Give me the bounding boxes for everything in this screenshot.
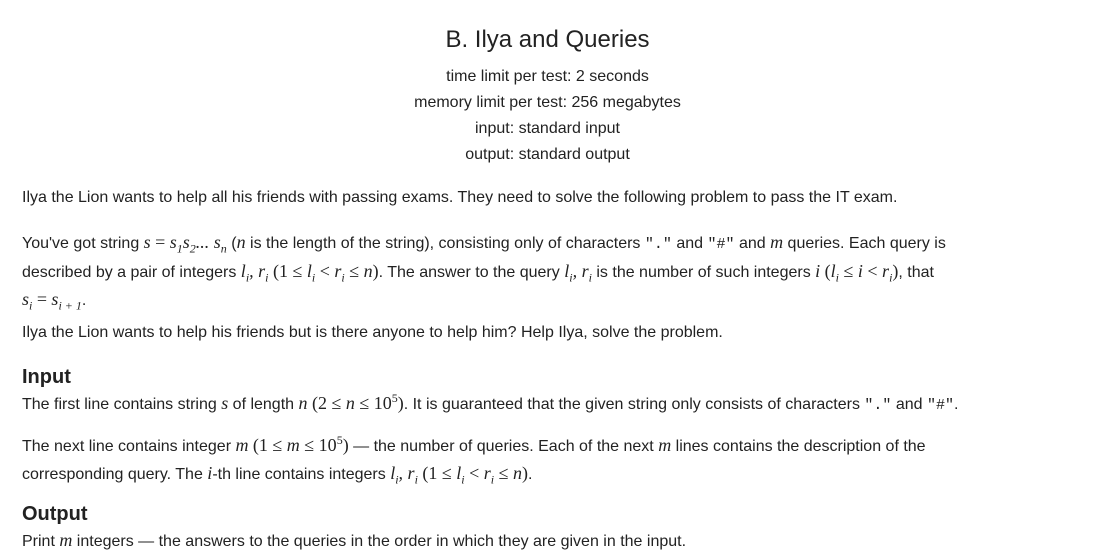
formula: $(2 \le n \le 10^5)$ — [311, 391, 404, 413]
text-span: . — [528, 466, 533, 483]
text-span: and — [891, 396, 928, 413]
input-section-title: Input — [22, 366, 71, 388]
text-span: lines contains the description of the — [671, 438, 926, 455]
problem-header — [0, 0, 1095, 168]
text-span: integers — the answers to the queries in the order in which they are given in the input. — [72, 533, 687, 550]
paragraph-text: Ilya the Lion wants to help all his friends with passing exams. They need to solve the following problem to pass the IT exam. — [22, 189, 898, 206]
formula: m — [235, 435, 249, 455]
text-span: described by a pair of integers — [22, 264, 241, 281]
statement-paragraph-2 — [22, 229, 1075, 314]
input-line-3 — [22, 460, 1075, 488]
text-span: and — [671, 235, 708, 252]
formula: i — [815, 261, 821, 281]
formula: $l_i$, $r_i$ — [390, 463, 418, 487]
formula: m — [770, 232, 784, 252]
text-span: Print — [22, 533, 60, 550]
output-file: output: standard output — [465, 146, 630, 163]
formula: $(1 \le l_i < r_i \le n)$ — [422, 463, 528, 487]
text-span: queries. Each query is — [783, 235, 946, 252]
text-span: is the number of such integers — [591, 264, 816, 281]
formula: i — [207, 463, 213, 483]
text-span: — the number of queries. Each of the next — [348, 438, 659, 455]
input-line-1 — [22, 390, 1075, 419]
formula: = — [155, 232, 166, 252]
formula: $s_1s_2$... $s_n$ — [169, 232, 227, 256]
time-limit: time limit per test: 2 seconds — [446, 68, 649, 85]
formula: = — [36, 289, 47, 309]
text-span: . It is guaranteed that the given string only consists of characters — [403, 396, 865, 413]
text-span: The first line contains string — [22, 396, 222, 413]
formula: s — [143, 232, 151, 252]
input-file: input: standard input — [475, 120, 620, 137]
formula: $(1 \le l_i < r_i \le n)$ — [272, 261, 379, 285]
text-span: and — [734, 235, 771, 252]
statement-line — [22, 258, 1075, 286]
text-span: You've got string — [22, 235, 144, 252]
memory-limit: memory limit per test: 256 megabytes — [414, 94, 681, 111]
formula: n — [298, 393, 308, 413]
char-literal: "#" — [707, 236, 735, 253]
input-section-queries — [22, 432, 1075, 488]
statement-paragraph-3 — [22, 320, 723, 346]
statement-line — [22, 286, 1075, 314]
formula: $l_i$, $r_i$ — [564, 261, 592, 285]
input-line-2 — [22, 432, 1075, 460]
char-literal: "#" — [927, 397, 955, 414]
formula: $s_{i + 1}$ — [51, 289, 82, 313]
statement-line — [22, 229, 1075, 258]
text-span: -th line contains integers — [212, 466, 391, 483]
output-section — [22, 501, 1075, 555]
text-span: of length — [228, 396, 299, 413]
paragraph-text: Ilya the Lion wants to help his friends but is there anyone to help him? Help Ilya, solve the problem. — [22, 324, 723, 341]
input-section — [22, 364, 1075, 419]
formula: n — [236, 232, 246, 252]
output-line-1 — [22, 527, 1075, 555]
statement-paragraph-1 — [22, 185, 897, 211]
text-span: . The answer to the query — [378, 264, 565, 281]
text-span: is the length of the string), consisting only of characters — [245, 235, 645, 252]
formula: m — [658, 435, 672, 455]
formula: $l_i$, $r_i$ — [240, 261, 269, 285]
text-span: ( — [226, 235, 237, 252]
problem-title: B. Ilya and Queries — [445, 26, 650, 53]
text-span: corresponding query. The — [22, 466, 208, 483]
text-span: , that — [898, 264, 934, 281]
formula: $(1 \le m \le 10^5)$ — [252, 433, 349, 455]
char-literal: "." — [864, 397, 892, 414]
formula: s — [221, 393, 229, 413]
formula: $(l_i \le i < r_i)$ — [824, 261, 899, 285]
formula: m — [59, 530, 73, 550]
text-span: . — [81, 292, 87, 309]
text-span: . — [954, 396, 959, 413]
output-section-title: Output — [22, 503, 88, 525]
text-span: The next line contains integer — [22, 438, 236, 455]
formula: $s_i$ — [22, 289, 33, 313]
char-literal: "." — [644, 236, 672, 253]
